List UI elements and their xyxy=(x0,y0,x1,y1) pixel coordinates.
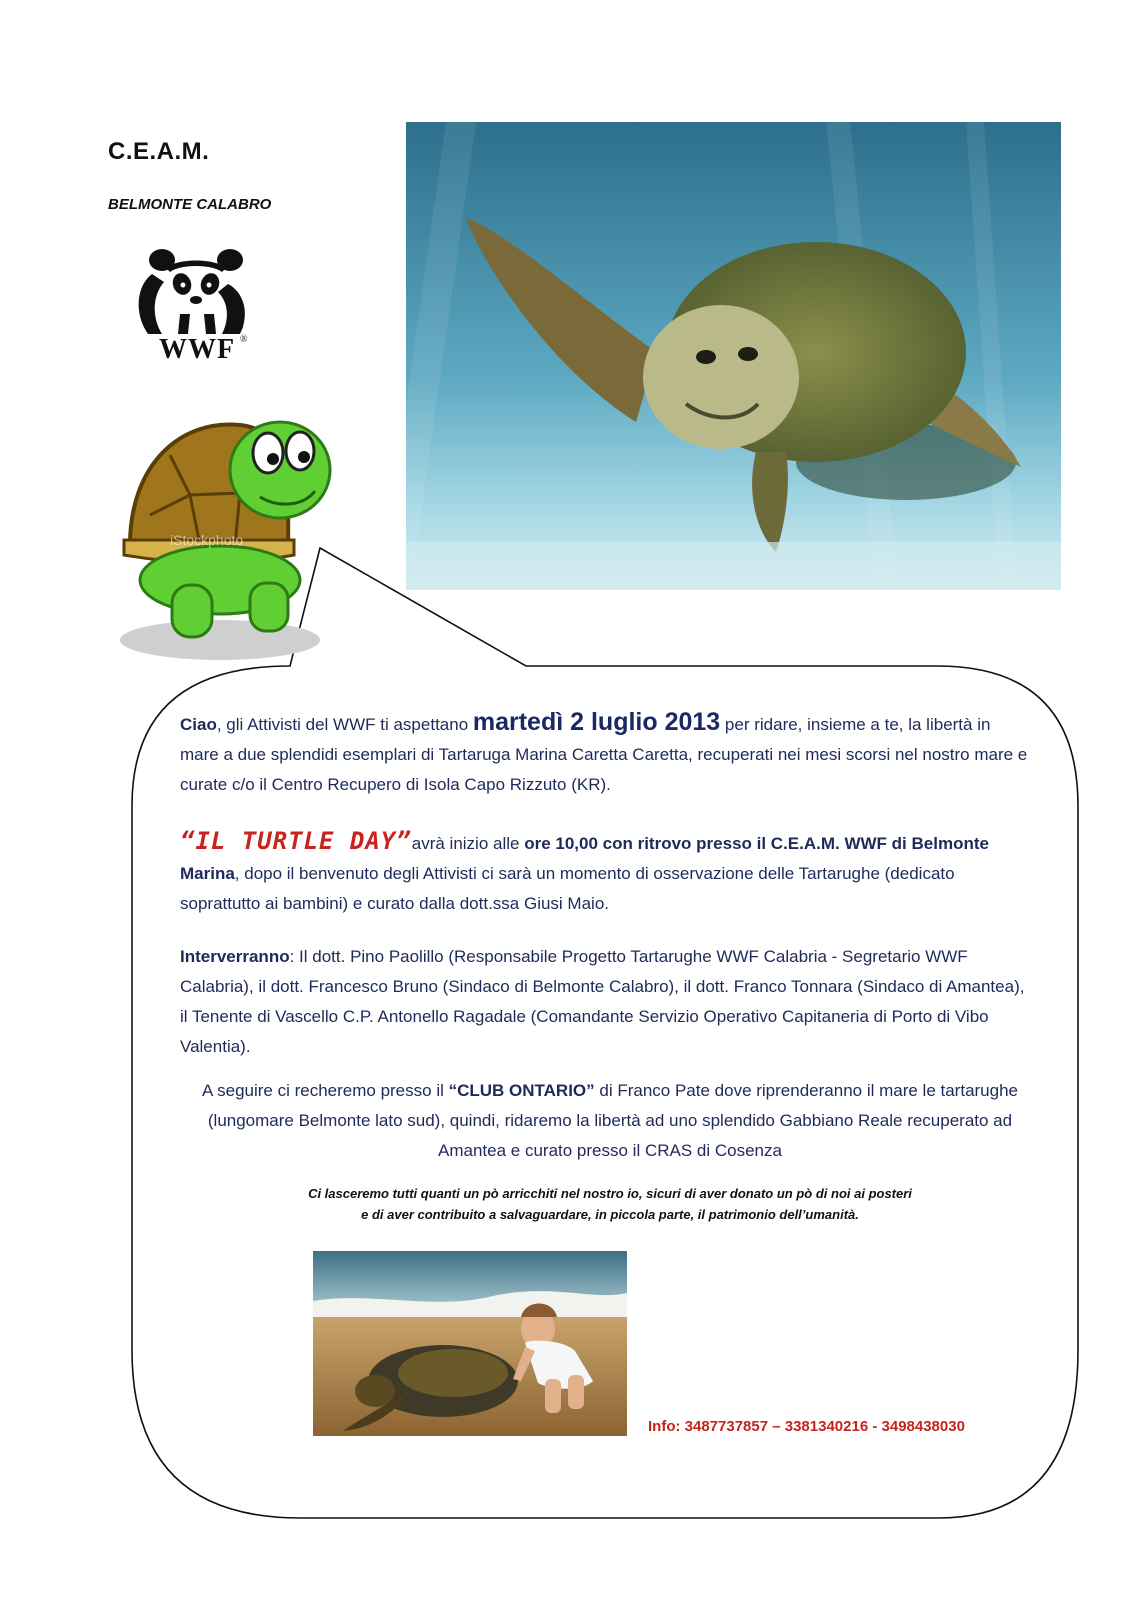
event-rest: , dopo il benvenuto degli Attivisti ci sarà un momento di osservazione delle Tartarughe (dedicato soprattutto ai bambini) e curato dalla dott.ssa Giusi Maio. xyxy=(180,864,955,913)
program-paragraph xyxy=(185,1076,1035,1166)
quote-close: ” xyxy=(396,827,412,855)
closing-line-1: Ci lasceremo tutti quanti un pò arricchiti nel nostro io, sicuri di aver donato un pò di noi ai posteri xyxy=(308,1186,912,1201)
speakers-text: : Il dott. Pino Paolillo (Responsabile Progetto Tartarughe WWF Calabria - Segretario WWF Calabria), il dott. Francesco Bruno (Sindaco di Belmonte Calabro), il dott. Franco Tonnara (Sindaco di Amantea), il Tenente di Vascello C.P. Antonello Ragadale (Comandante Servizio Operativo Capitaneria di Porto di Vibo Valentia). xyxy=(180,947,1025,1056)
event-pre: avrà inizio alle xyxy=(411,834,525,853)
watermark-text: iStockphoto xyxy=(170,532,244,548)
event-date: martedì 2 luglio 2013 xyxy=(472,708,721,736)
intro-text: , gli Attivisti del WWF ti aspettano xyxy=(216,715,473,734)
closing-line-2: e di aver contribuito a salvaguardare, in piccola parte, il patrimonio dell’umanità. xyxy=(361,1207,859,1222)
event-time-place: ore 10,00 con ritrovo presso il C.E.A.M. WWF di Belmonte Marina xyxy=(180,834,989,883)
speakers-label: Interverranno xyxy=(180,947,290,966)
cartoon-turtle-illustration xyxy=(110,405,340,663)
wwf-wordmark: WWF xyxy=(158,334,236,365)
event-name: IL TURTLE DAY xyxy=(195,827,397,855)
greeting: Ciao xyxy=(180,715,217,734)
copyright-mark: © xyxy=(236,322,244,333)
child-with-sea-turtle-on-beach-photo xyxy=(313,1251,627,1436)
quote-open: “ xyxy=(180,827,196,855)
speakers-paragraph xyxy=(180,942,1030,1062)
info-phone-numbers: Info: 3487737857 – 3381340216 - 3498438030 xyxy=(648,1418,965,1435)
registered-mark: ® xyxy=(240,334,248,345)
event-paragraph xyxy=(180,826,1030,919)
program-pre: A seguire ci recheremo presso il xyxy=(201,1081,449,1100)
program-rest: di Franco Pate dove riprenderanno il mare le tartarughe (lungomare Belmonte lato sud), quindi, ridaremo la libertà ad uno splendido Gabbiano Reale recuperato ad Amantea e curato presso il CRAS di Cosenza xyxy=(207,1081,1019,1160)
intro-paragraph xyxy=(180,707,1030,800)
org-place: BELMONTE CALABRO xyxy=(108,196,272,213)
org-title: C.E.A.M. xyxy=(108,138,210,165)
closing-message xyxy=(180,1183,1040,1225)
club-name: “CLUB ONTARIO” xyxy=(448,1081,595,1100)
intro-rest: per ridare, insieme a te, la libertà in mare a due splendidi esemplari di Tartaruga Marina Caretta Caretta, recuperati nei mesi scorsi nel nostro mare e curate c/o il Centro Recupero di Isola Capo Rizzuto (KR). xyxy=(180,715,1028,794)
